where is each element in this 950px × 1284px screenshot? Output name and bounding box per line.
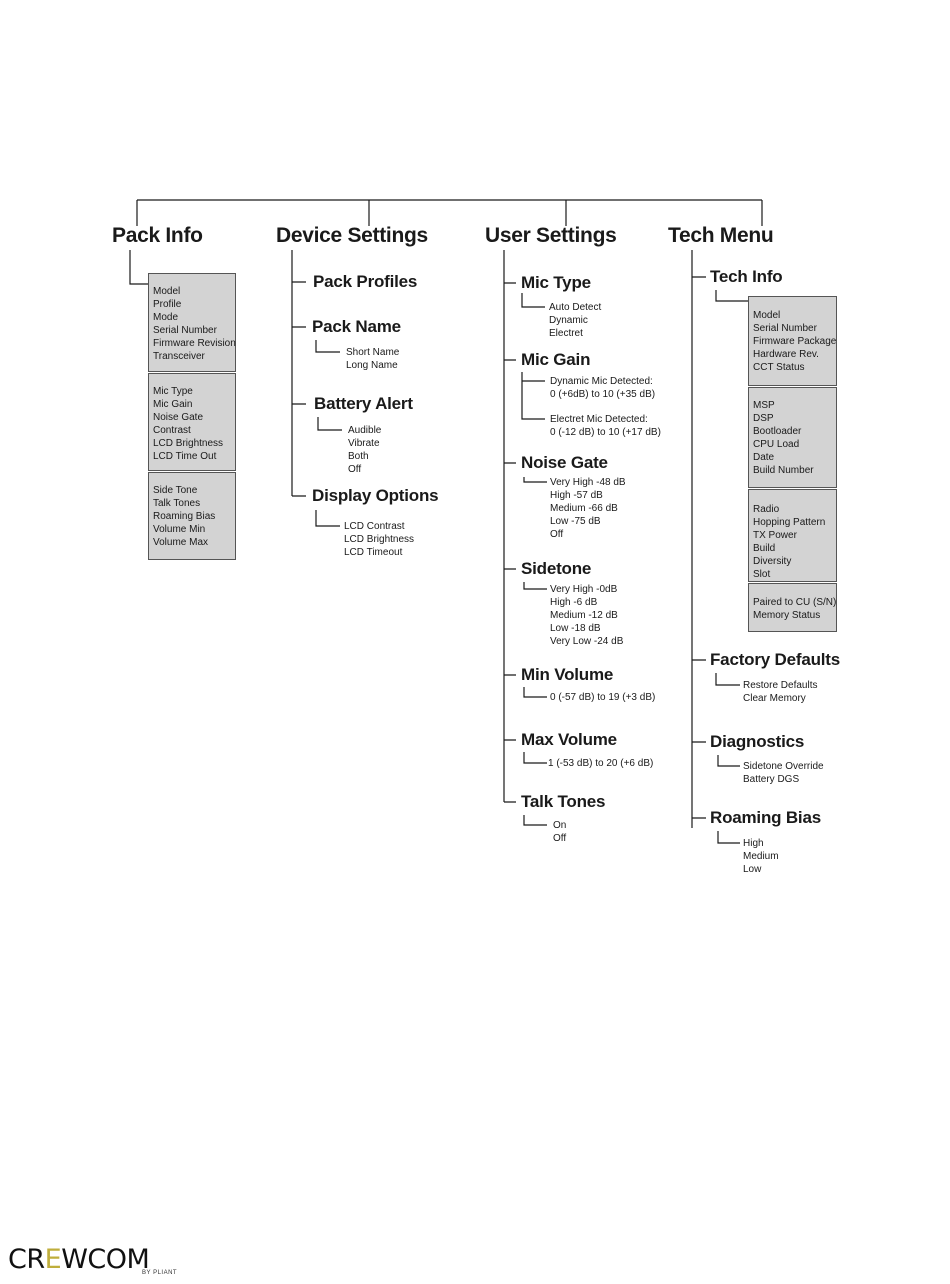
noise-gate-options <box>550 476 626 541</box>
list-item: Clear Memory <box>743 693 806 704</box>
factory-defaults-label: Factory Defaults <box>710 650 841 669</box>
list-item: LCD Timeout <box>344 547 403 558</box>
list-item: Memory Status <box>753 610 821 621</box>
list-item: Talk Tones <box>153 498 201 509</box>
list-item: Long Name <box>346 360 398 371</box>
list-item: Off <box>348 464 362 475</box>
tech-info-group-2 <box>748 387 837 488</box>
battery-alert-options <box>348 424 381 476</box>
list-item: Very High -48 dB <box>550 477 626 488</box>
list-item: TX Power <box>753 530 797 541</box>
pack-info-heading: Pack Info <box>112 224 203 247</box>
tech-info-group-1 <box>748 296 837 386</box>
list-item: Medium -66 dB <box>550 503 618 514</box>
list-item: Electret <box>549 328 583 339</box>
list-item: Restore Defaults <box>743 680 818 691</box>
crewcom-logo <box>8 1244 149 1275</box>
list-item: Volume Max <box>153 537 209 548</box>
roaming-bias-label: Roaming Bias <box>710 808 821 827</box>
list-item: Vibrate <box>348 438 380 449</box>
list-item: Diversity <box>753 556 792 567</box>
list-item: Firmware Revision <box>153 338 236 349</box>
list-item: Model <box>753 310 781 321</box>
sidetone-options <box>550 583 623 648</box>
list-item: CCT Status <box>753 362 805 373</box>
list-item: High -57 dB <box>550 490 603 501</box>
talk-tones-options <box>553 819 566 845</box>
list-item: 1 (-53 dB) to 20 (+6 dB) <box>548 758 654 769</box>
list-item: MSP <box>753 400 775 411</box>
list-item: Battery DGS <box>743 774 800 785</box>
list-item: Bootloader <box>753 426 802 437</box>
list-item: Noise Gate <box>153 412 204 423</box>
noise-gate-label: Noise Gate <box>521 453 608 472</box>
list-item: Both <box>348 451 369 462</box>
list-item: Low <box>743 864 762 875</box>
list-item: Mode <box>153 312 179 323</box>
pack-profiles-label: Pack Profiles <box>313 272 418 291</box>
list-item: High <box>743 838 764 849</box>
list-item: Hopping Pattern <box>753 517 826 528</box>
pack-info-group-1 <box>148 273 236 372</box>
pack-name-options <box>346 346 399 372</box>
list-item: Build Number <box>753 465 814 476</box>
list-item: On <box>553 820 567 831</box>
list-item: Slot <box>753 569 771 580</box>
list-item: Build <box>753 543 776 554</box>
list-item: Auto Detect <box>549 302 602 313</box>
list-item: Contrast <box>153 425 191 436</box>
list-item: 0 (-57 dB) to 19 (+3 dB) <box>550 692 656 703</box>
list-item: Off <box>553 833 567 844</box>
tech-menu-heading: Tech Menu <box>668 224 774 247</box>
roaming-bias-options <box>743 837 779 876</box>
talk-tones-label: Talk Tones <box>521 792 606 811</box>
list-item: LCD Brightness <box>344 534 415 545</box>
logo-text-accent: E <box>44 1244 62 1275</box>
list-item: Profile <box>153 299 182 310</box>
list-item: Electret Mic Detected: <box>550 414 648 425</box>
min-volume-label: Min Volume <box>521 665 614 684</box>
pack-info-group-3 <box>148 472 236 560</box>
list-item: Transceiver <box>153 351 205 362</box>
list-item: Short Name <box>346 347 400 358</box>
diagnostics-options <box>743 760 824 786</box>
mic-gain-electret <box>550 413 661 439</box>
list-item: LCD Time Out <box>153 451 217 462</box>
list-item: Firmware Package <box>753 336 837 347</box>
logo-text-post: WCOM <box>61 1244 150 1275</box>
list-item: Side Tone <box>153 485 198 496</box>
list-item: Radio <box>753 504 780 515</box>
max-volume-range <box>548 757 653 770</box>
list-item: Model <box>153 286 181 297</box>
tech-info-group-4 <box>748 583 837 632</box>
list-item: LCD Brightness <box>153 438 224 449</box>
diagnostics-label: Diagnostics <box>710 732 805 751</box>
mic-type-options <box>549 301 601 340</box>
list-item: Off <box>550 529 564 540</box>
mic-type-label: Mic Type <box>521 273 591 292</box>
list-item: Dynamic Mic Detected: <box>550 376 653 387</box>
list-item: Hardware Rev. <box>753 349 819 360</box>
sidetone-label: Sidetone <box>521 559 592 578</box>
list-item: DSP <box>753 413 774 424</box>
list-item: Sidetone Override <box>743 761 824 772</box>
user-settings-heading: User Settings <box>485 224 617 247</box>
list-item: Mic Type <box>153 386 193 397</box>
battery-alert-label: Battery Alert <box>314 394 413 413</box>
list-item: LCD Contrast <box>344 521 405 532</box>
list-item: Date <box>753 452 775 463</box>
logo-text-pre: CR <box>8 1244 45 1275</box>
mic-gain-dynamic <box>550 375 655 401</box>
list-item: Audible <box>348 425 382 436</box>
list-item: Mic Gain <box>153 399 193 410</box>
list-item: Serial Number <box>753 323 817 334</box>
mic-gain-label: Mic Gain <box>521 350 591 369</box>
tech-info-label: Tech Info <box>710 267 783 286</box>
max-volume-label: Max Volume <box>521 730 617 749</box>
pack-name-label: Pack Name <box>312 317 401 336</box>
list-item: Roaming Bias <box>153 511 216 522</box>
device-settings-heading: Device Settings <box>276 224 428 247</box>
tech-info-group-3 <box>748 489 837 582</box>
list-item: Very High -0dB <box>550 584 618 595</box>
display-options-label: Display Options <box>312 486 439 505</box>
logo-tagline: BY PLIANT <box>142 1270 178 1276</box>
list-item: Low -18 dB <box>550 623 601 634</box>
list-item: Medium -12 dB <box>550 610 618 621</box>
list-item: Very Low -24 dB <box>550 636 624 647</box>
list-item: Medium <box>743 851 779 862</box>
list-item: 0 (-12 dB) to 10 (+17 dB) <box>550 427 661 438</box>
list-item: 0 (+6dB) to 10 (+35 dB) <box>550 389 656 400</box>
list-item: Volume Min <box>153 524 206 535</box>
list-item: CPU Load <box>753 439 800 450</box>
list-item: Serial Number <box>153 325 217 336</box>
factory-defaults-options <box>743 679 817 705</box>
min-volume-range <box>550 691 655 704</box>
list-item: Low -75 dB <box>550 516 601 527</box>
list-item: Dynamic <box>549 315 588 326</box>
list-item: High -6 dB <box>550 597 598 608</box>
display-options-list <box>344 520 414 559</box>
pack-info-group-2 <box>148 373 236 471</box>
list-item: Paired to CU (S/N) <box>753 597 837 608</box>
